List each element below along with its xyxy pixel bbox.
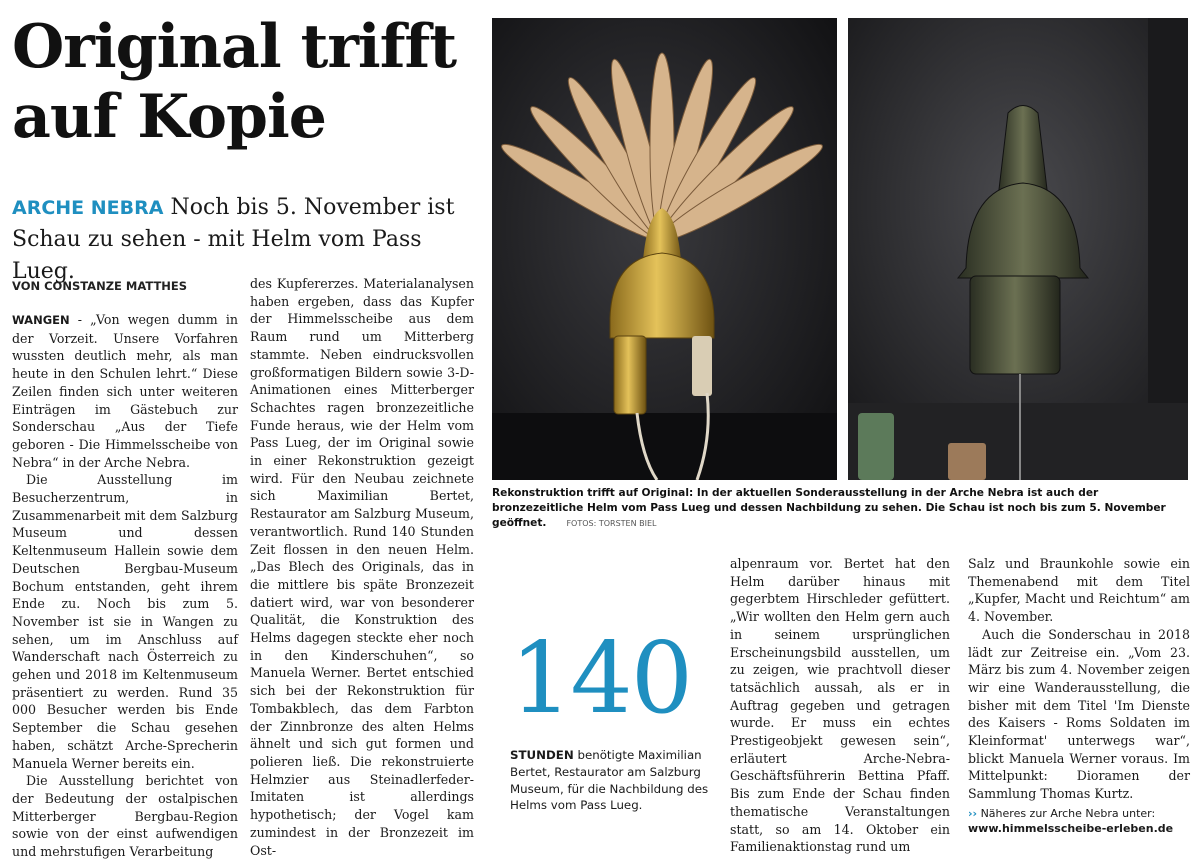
factbox-number: 140 xyxy=(510,622,692,736)
factbox-text: benötigte Maximilian Bertet, Restaurator am Salzburg Museum, für die Nachbildung des Helms vom Pass Lueg. xyxy=(510,748,709,813)
more-info-text: Näheres zur Arche Nebra unter: xyxy=(977,806,1156,820)
article-column-4 xyxy=(968,555,1190,836)
reconstructed-helmet-image xyxy=(492,18,837,480)
article-column-3 xyxy=(730,555,950,856)
photo-original xyxy=(848,18,1188,480)
factbox-label: STUNDEN xyxy=(510,748,574,762)
paragraph xyxy=(12,311,238,471)
paragraph: Auch die Sonderschau in 2018 lädt zur Zeitreise ein. „Vom 23. März bis zum 4. November zeigen wir eine Wanderausstellung, die bisher mit dem Titel 'Im Dienste des Kaisers - Roms Soldaten im Kleinformat' unterwegs war“, blickt Manuela Werner voraus. Im Mittelpunkt: Dioramen der Sammlung Thomas Kurtz. xyxy=(968,626,1190,802)
caption-text: Rekonstruktion trifft auf Original: In der aktuellen Sonderausstellung in der Arche Nebra ist auch der bronzezeitliche Helm vom Pass Lueg und dessen Nachbildung zu sehen. Die Schau ist noch bis zum 5. November geöffnet. xyxy=(492,487,1166,529)
photo-reconstruction xyxy=(492,18,837,480)
photo-caption xyxy=(492,486,1188,531)
photo-credit: FOTOS: TORSTEN BIEL xyxy=(566,519,657,528)
original-helmet-image xyxy=(848,18,1188,480)
paragraph: alpenraum vor. Bertet hat den Helm darüber hinaus mit gegerbtem Hirschleder gefüttert. „Wir wollten den Helm gern auch in seinem ursprünglichen Erscheinungsbild ausstellen, um zu zeigen, wie prachtvoll dieser tatsächlich aussah, als er in Auftrag gegeben und getragen wurde. Er muss ein echtes Prestigeobjekt gewesen sein“, erläutert Arche-Nebra-Geschäftsführerin Bettina Pfaff. Bis zum Ende der Schau finden thematische Veranstaltungen statt, so am 14. Oktober ein Familienaktionstag rund um xyxy=(730,556,950,855)
paragraph: Salz und Braunkohle sowie ein Themenabend mit dem Titel „Kupfer, Macht und Reichtum“ am 4. November. xyxy=(968,556,1190,625)
paragraph: Die Ausstellung im Besucherzentrum, in Zusammenarbeit mit dem Salzburg Museum und dessen Keltenmuseum Hallein sowie dem Deutschen Bergbau-Museum Bochum entstanden, geht ihrem Ende zu. Noch bis zum 5. November ist sie in Wangen zu sehen, um im Anschluss auf Wanderschaft nach Österreich zu gehen und 2018 im Keltenmuseum präsentiert zu werden. Rund 35 000 Besucher werden bis Ende September die Schau gesehen haben, schätzt Arche-Sprecherin Manuela Werner bereits ein. xyxy=(12,472,238,771)
article-column-1 xyxy=(12,311,238,861)
paragraph: des Kupfererzes. Materialanalysen haben ergeben, dass das Kupfer der Himmelsscheibe aus dem Raum rund um Mitterberg stammte. Neben eindrucksvollen großformatigen Bildern sowie 3-D-Animationen eines Mitterberger Schachtes ragen bronzezeitliche Funde heraus, wie der Helm vom Pass Lueg, der im Original sowie in einer Rekonstruktion gezeigt wird. Für den Neubau zeichnete sich Maximilian Bertet, Restaurator am Salzburg Museum, verantwortlich. Rund 140 Stunden Zeit flossen in den neuen Helm. „Das Blech des Originals, das in die mittlere bis späte Bronzezeit datiert wird, war von besonderer Qualität, die Konstruktion des Helms dagegen steckte eher noch in den Kinderschuhen“, so Manuela Werner. Bertet entschied sich bei der Rekonstruktion für Tombakblech, das dem Farbton der Zinnbronze des alten Helms ähnelt und sich gut formen und polieren ließ. Die rekonstruierte Helmzier aus Steinadlerfeder-Imitaten ist allerdings hypothetisch; der Vogel kam zumindest in der Bronzezeit im Ost- xyxy=(250,276,474,858)
factbox xyxy=(510,747,710,814)
double-arrow-icon: ›› xyxy=(968,806,978,820)
kicker xyxy=(12,192,482,288)
headline: Original trifft auf Kopie xyxy=(12,12,457,152)
paragraph: Die Ausstellung berichtet von der Bedeutung der ostalpischen Mitterberger Bergbau-Region sowie von der einst aufwendigen und mehrstufigen Verarbeitung xyxy=(12,773,238,860)
dateline: WANGEN xyxy=(12,313,70,327)
paragraph-text: - „Von wegen dumm in der Vorzeit. Unsere Vorfahren wussten deutlich mehr, als man heute in den Schulen lehrt.“ Diese Zeilen finden sich unter weiteren Einträgen im Gästebuch zur Sonderschau „Aus der Tiefe geboren - Die Himmelsscheibe von Nebra“ in der Arche Nebra. xyxy=(12,312,238,470)
kicker-tag: ARCHE NEBRA xyxy=(12,197,164,219)
byline: VON CONSTANZE MATTHES xyxy=(12,279,188,293)
article-column-2 xyxy=(250,275,474,859)
website-link[interactable]: www.himmelsscheibe-erleben.de xyxy=(968,821,1174,835)
kicker-text: Noch bis 5. November ist Schau zu sehen - mit Helm vom Pass Lueg. xyxy=(12,195,455,284)
more-info xyxy=(968,806,1190,836)
